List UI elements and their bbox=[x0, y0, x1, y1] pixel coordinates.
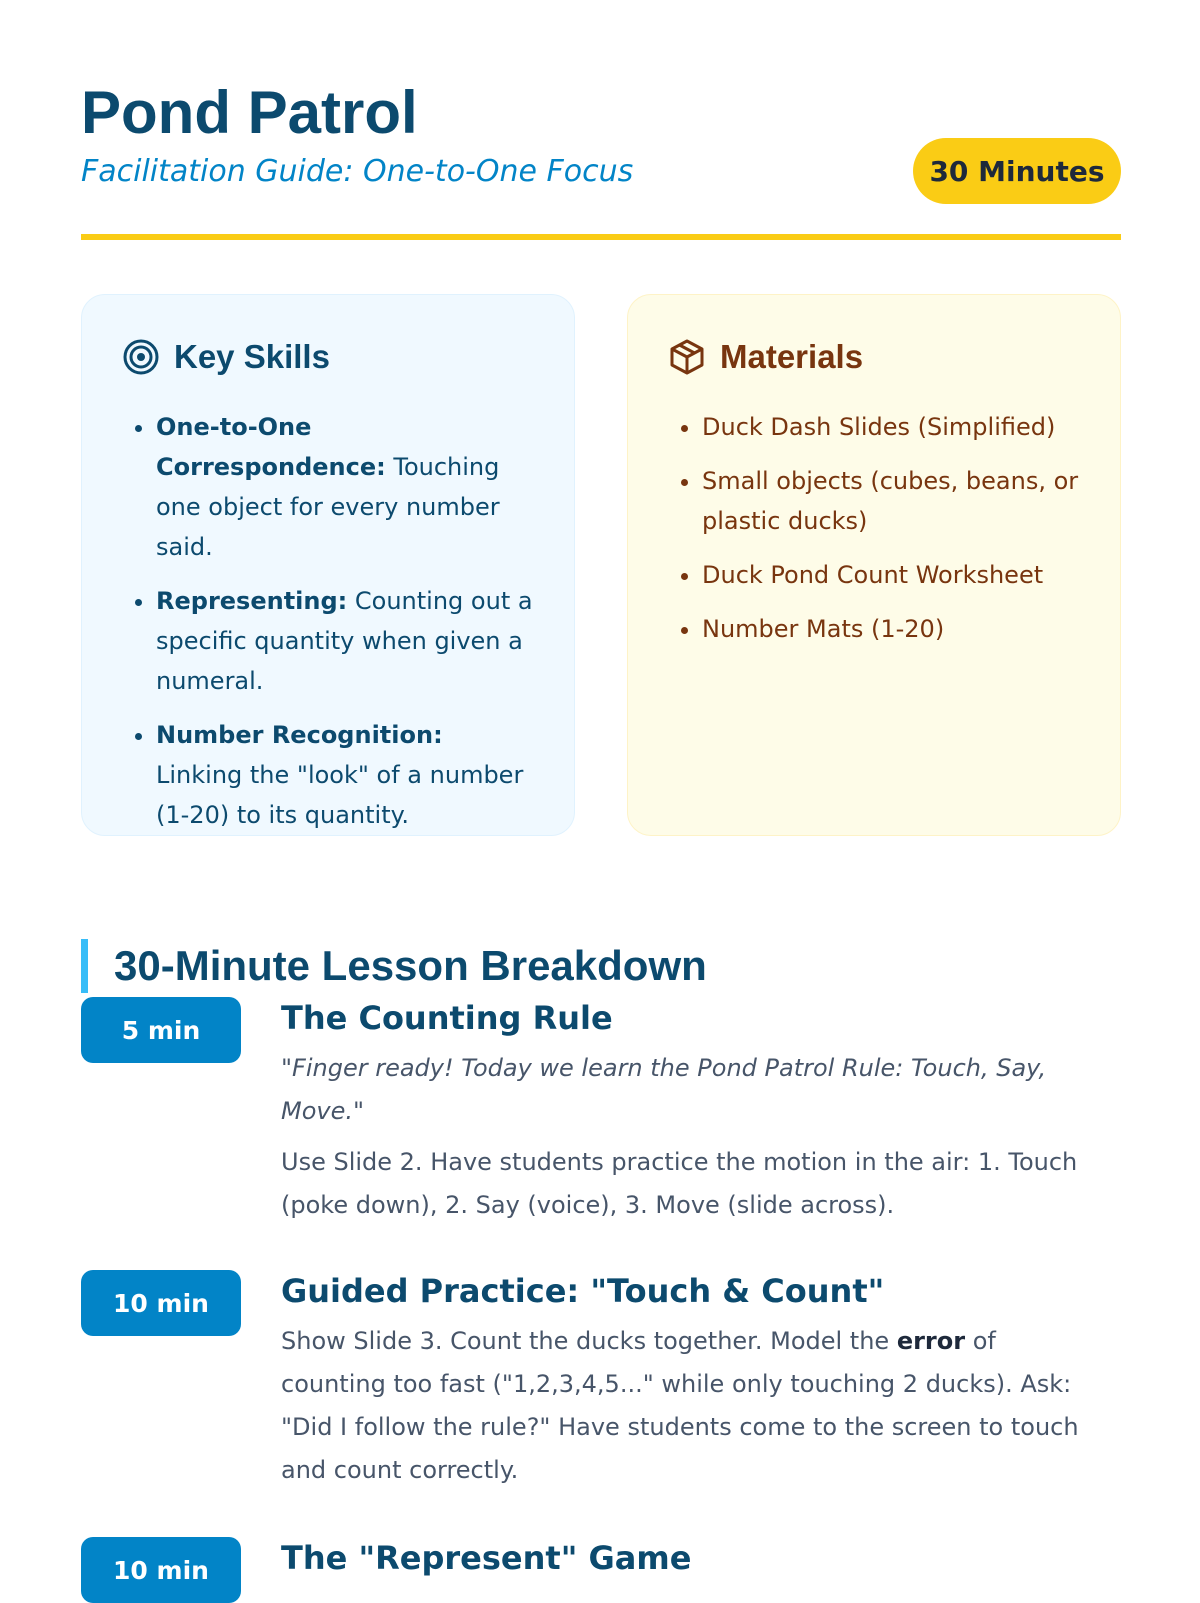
key-skills-heading bbox=[122, 337, 534, 377]
step-description-part: of counting too fast ("1,2,3,4,5..." while only touching 2 ducks). Ask: "Did I follow the rule?" Have students come to the screen to touch and count correctly. bbox=[281, 1327, 1079, 1484]
time-badge: 5 min bbox=[81, 997, 241, 1063]
materials-list bbox=[668, 407, 1080, 649]
key-skills-card bbox=[81, 294, 575, 836]
skill-text: Touching one object for every number said. bbox=[156, 453, 500, 561]
step-title: The "Represent" Game bbox=[281, 1539, 692, 1577]
list-item bbox=[156, 715, 534, 835]
skill-term: One-to-One Correspondence: bbox=[156, 413, 386, 481]
skill-term: Representing: bbox=[156, 587, 348, 615]
step-quote: "Finger ready! Today we learn the Pond Patrol Rule: Touch, Say, Move." bbox=[281, 1054, 1047, 1125]
list-item bbox=[156, 581, 534, 701]
key-skills-list bbox=[122, 407, 534, 835]
step-description-part: Show Slide 3. Count the ducks together. Model the bbox=[281, 1327, 897, 1355]
list-item: • Duck Dash Slides (Simplified) bbox=[702, 407, 1080, 447]
materials-heading-label: Materials bbox=[720, 338, 864, 375]
materials-heading bbox=[668, 337, 1080, 377]
step-content bbox=[281, 1537, 1101, 1579]
time-badge: 10 min bbox=[81, 1270, 241, 1336]
lesson-breakdown-heading: 30-Minute Lesson Breakdown bbox=[81, 939, 707, 993]
header-divider bbox=[81, 234, 1121, 240]
list-item: • Number Mats (1-20) bbox=[702, 609, 1080, 649]
step-title: Guided Practice: "Touch & Count" bbox=[281, 1272, 885, 1310]
target-icon bbox=[122, 338, 160, 376]
step-description-emphasis: error bbox=[896, 1327, 966, 1355]
skill-term: Number Recognition: bbox=[156, 721, 443, 749]
step-content bbox=[281, 997, 1101, 1227]
step-description: Use Slide 2. Have students practice the motion in the air: 1. Touch (poke down), 2. Say (voice), 3. Move (slide across). bbox=[281, 1148, 1078, 1219]
key-skills-heading-label: Key Skills bbox=[174, 338, 330, 375]
step-description bbox=[281, 1320, 1101, 1492]
time-badge: 10 min bbox=[81, 1537, 241, 1603]
list-item: • Duck Pond Count Worksheet bbox=[702, 555, 1080, 595]
list-item bbox=[156, 407, 534, 567]
skill-text: Counting out a specific quantity when given a numeral. bbox=[156, 587, 533, 695]
step-title: The Counting Rule bbox=[281, 999, 613, 1037]
list-item: • Small objects (cubes, beans, or plastic ducks) bbox=[702, 461, 1080, 541]
step-content bbox=[281, 1270, 1101, 1492]
page-subtitle: Facilitation Guide: One-to-One Focus bbox=[81, 154, 634, 189]
page-title: Pond Patrol bbox=[81, 79, 418, 146]
duration-badge: 30 Minutes bbox=[913, 138, 1121, 204]
skill-text: Linking the "look" of a number (1-20) to its quantity. bbox=[156, 761, 524, 829]
box-icon bbox=[668, 338, 706, 376]
materials-card bbox=[627, 294, 1121, 836]
